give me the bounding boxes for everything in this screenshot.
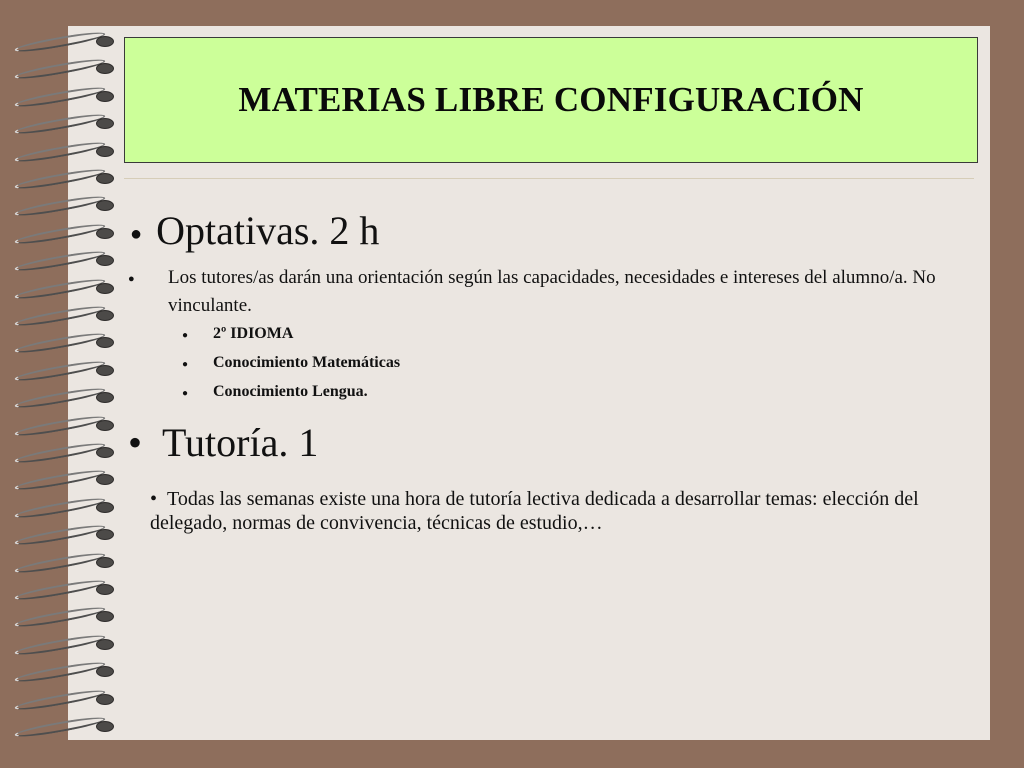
spiral-coil [14,329,110,359]
slide-title: MATERIAS LIBRE CONFIGURACIÓN [238,80,864,119]
subitem-2 [182,354,400,372]
coil-hole [96,474,114,485]
coil-wire [14,221,106,247]
coil-wire [14,330,106,356]
spiral-coil [14,138,110,168]
coil-wire [14,84,106,110]
spiral-coil [14,521,110,551]
coil-wire [14,358,106,384]
coil-wire [14,56,106,82]
coil-hole [96,447,114,458]
spiral-coil [14,302,110,332]
subitem-3 [182,383,368,401]
spiral-coil [14,466,110,496]
coil-wire [14,166,106,192]
spiral-coil [14,439,110,469]
coil-wire [14,659,106,685]
coil-hole [96,337,114,348]
coil-wire [14,467,106,493]
coil-wire [14,522,106,548]
bullet-icon: ● [182,330,189,341]
spiral-coil [14,83,110,113]
coil-hole [96,557,114,568]
coil-hole [96,529,114,540]
spiral-coil [14,494,110,524]
coil-hole [96,283,114,294]
spiral-coil [14,603,110,633]
coil-wire [14,577,106,603]
coil-hole [96,118,114,129]
spiral-coil [14,275,110,305]
subitem-2-text: Conocimiento Matemáticas [213,354,401,371]
bullet-icon: ● [182,359,189,370]
spiral-coil [14,110,110,140]
spiral-coil [14,686,110,716]
heading-optativas-text: Optativas. 2 h [156,208,380,253]
paragraph-optativas [128,264,968,320]
spiral-coil [14,576,110,606]
coil-hole [96,584,114,595]
coil-wire [14,29,106,55]
subitem-1 [182,325,293,343]
coil-wire [14,550,106,576]
coil-wire [14,632,106,658]
coil-wire [14,303,106,329]
coil-hole [96,310,114,321]
coil-hole [96,255,114,266]
coil-wire [14,385,106,411]
spiral-coil [14,549,110,579]
coil-wire [14,495,106,521]
coil-wire [14,687,106,713]
coil-hole [96,666,114,677]
bullet-icon: ● [182,388,189,399]
coil-wire [14,111,106,137]
spiral-coil [14,713,110,743]
coil-wire [14,440,106,466]
spiral-coil [14,192,110,222]
spiral-coil [14,165,110,195]
coil-wire [14,139,106,165]
spiral-coil [14,658,110,688]
coil-wire [14,276,106,302]
bullet-icon: • [128,420,143,465]
spiral-coil [14,412,110,442]
coil-hole [96,721,114,732]
coil-hole [96,502,114,513]
coil-hole [96,420,114,431]
subitem-1-text: 2º IDIOMA [213,325,294,342]
subitem-3-text: Conocimiento Lengua. [213,383,368,400]
spiral-coil [14,631,110,661]
paragraph-tutoria-text: Todas las semanas existe una hora de tutoría lectiva dedicada a desarrollar temas: elección del delegado, normas de convivencia, técnicas de estudio,… [150,488,919,534]
coil-hole [96,694,114,705]
coil-hole [96,228,114,239]
coil-hole [96,63,114,74]
divider [124,178,974,179]
spiral-coil [14,247,110,277]
coil-wire [14,604,106,630]
spiral-coil [14,55,110,85]
paragraph-optativas-text: Los tutores/as darán una orientación según las capacidades, necesidades e intereses del alumno/a. No vinculante. [168,267,936,316]
heading-tutoria [128,419,318,466]
coil-wire [14,714,106,740]
spiral-coil [14,220,110,250]
coil-hole [96,392,114,403]
spiral-binding [0,0,130,768]
heading-optativas [130,207,379,254]
coil-hole [96,36,114,47]
coil-wire [14,248,106,274]
bullet-icon: ● [128,272,135,285]
paragraph-tutoria [150,487,950,535]
coil-hole [96,611,114,622]
spiral-coil [14,357,110,387]
spiral-coil [14,28,110,58]
coil-hole [96,91,114,102]
coil-hole [96,365,114,376]
coil-hole [96,639,114,650]
coil-hole [96,146,114,157]
heading-tutoria-text: Tutoría. 1 [162,420,319,465]
coil-hole [96,200,114,211]
coil-wire [14,413,106,439]
spiral-coil [14,384,110,414]
coil-wire [14,193,106,219]
coil-hole [96,173,114,184]
bullet-icon: ● [130,223,143,246]
title-box [124,37,978,163]
bullet-icon: • [150,488,158,510]
